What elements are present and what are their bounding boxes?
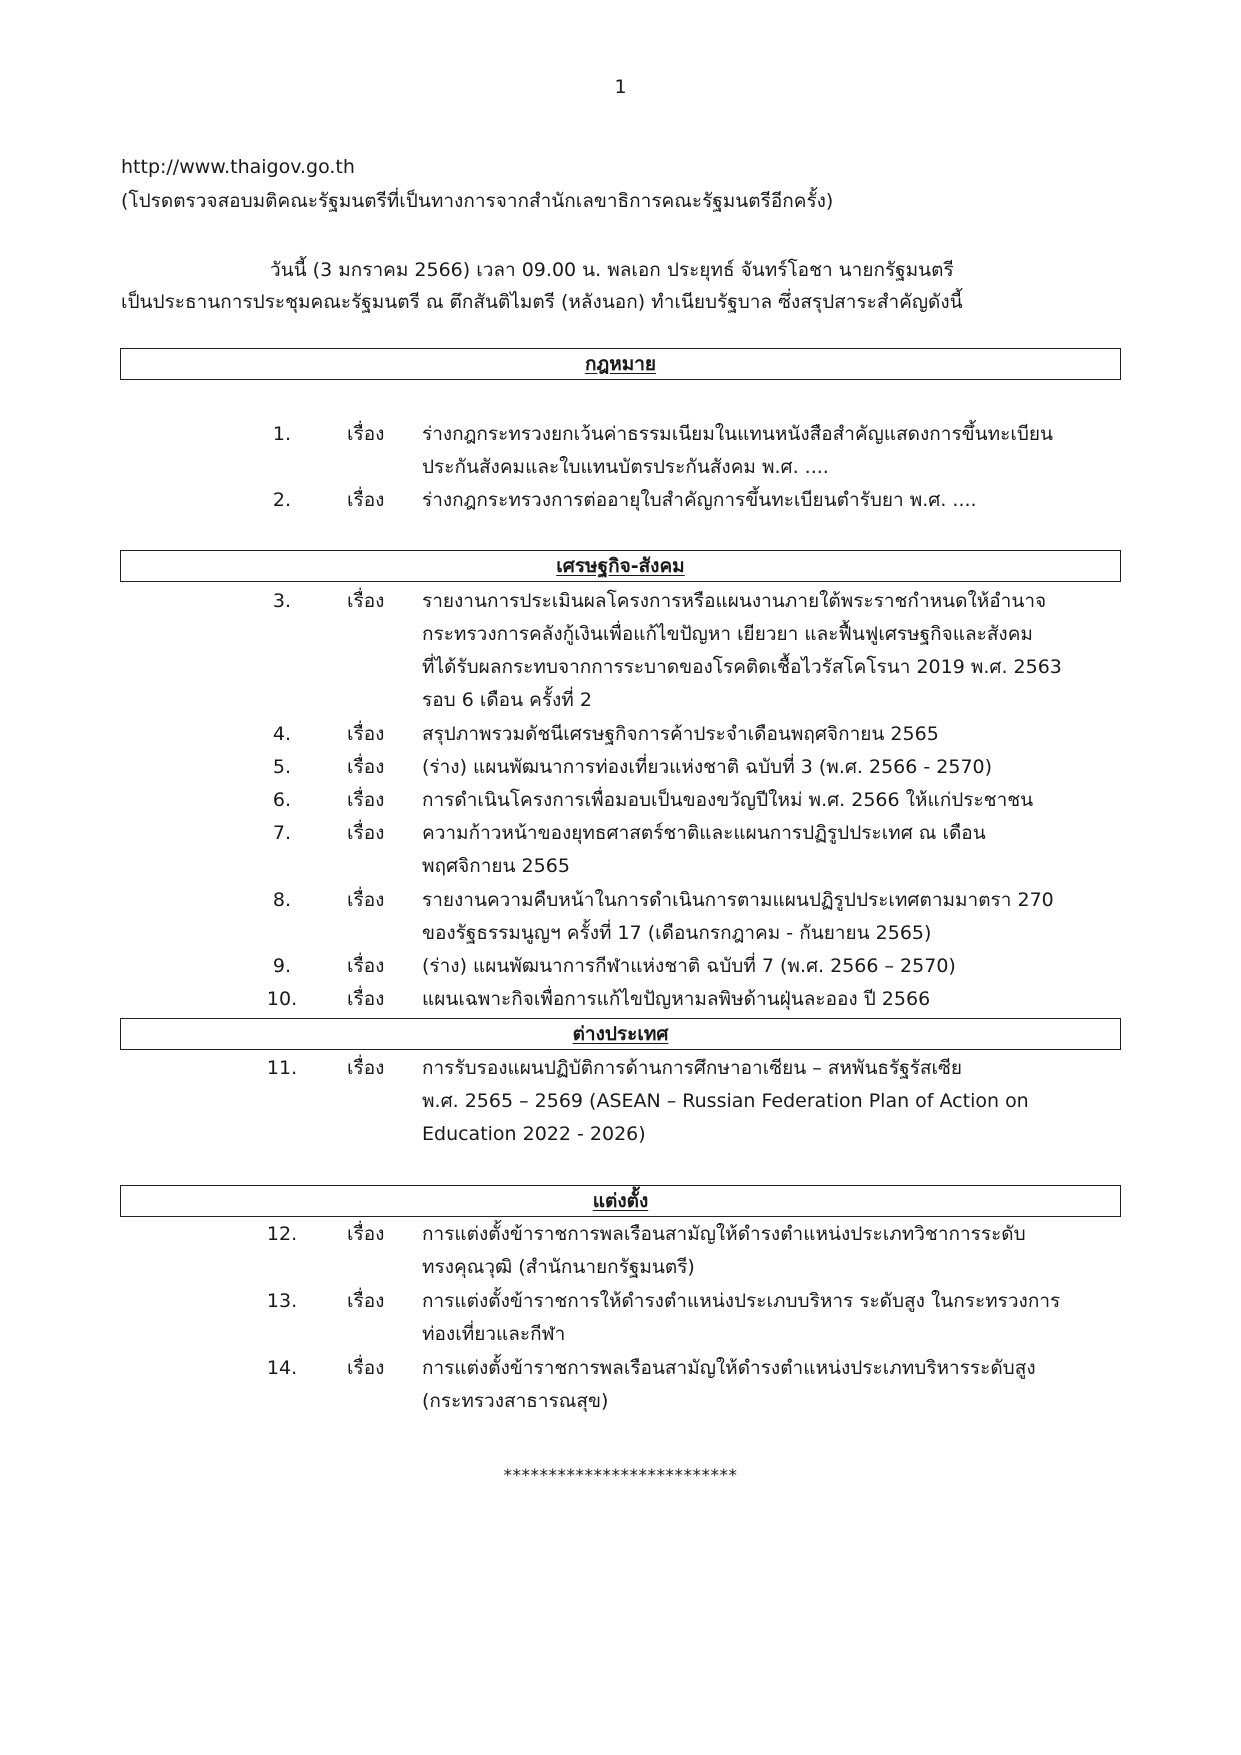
item-text: [422, 884, 1122, 950]
item-label: เรื่อง: [347, 822, 385, 844]
header-url[interactable]: http://www.thaigov.go.th: [121, 156, 355, 178]
item-label: เรื่อง: [347, 1057, 385, 1079]
item-label: เรื่อง: [347, 889, 385, 911]
item-text-line: กระทรวงการคลังกู้เงินเพื่อแก้ไขปัญหา เยียวยา และฟื้นฟูเศรษฐกิจและสังคม: [422, 623, 1033, 645]
item-number: 6.: [272, 789, 292, 811]
item-number: 4.: [272, 723, 292, 745]
item-text: [422, 950, 1122, 983]
item-text: [422, 751, 1122, 784]
item-number: 13.: [266, 1290, 298, 1312]
item-number: 9.: [272, 955, 292, 977]
item-label: เรื่อง: [347, 1290, 385, 1312]
item-text-line: Education 2022 - 2026): [422, 1123, 646, 1145]
item-text-line: รอบ 6 เดือน ครั้งที่ 2: [422, 689, 592, 711]
item-number: 1.: [272, 423, 292, 445]
item-number: 3.: [272, 590, 292, 612]
item-label: เรื่อง: [347, 955, 385, 977]
item-text-line: รายงานการประเมินผลโครงการหรือแผนงานภายใต้พระราชกำหนดให้อำนาจ: [422, 590, 1047, 612]
item-text-line: ที่ได้รับผลกระทบจากการระบาดของโรคติดเชื้อไวรัสโคโรนา 2019 พ.ศ. 2563: [422, 656, 1062, 678]
item-label: เรื่อง: [347, 789, 385, 811]
item-text-line: การแต่งตั้งข้าราชการให้ดำรงตำแหน่งประเภบบริหาร ระดับสูง ในกระทรวงการ: [422, 1290, 1061, 1312]
item-label: เรื่อง: [347, 489, 385, 511]
section-title: ต่างประเทศ: [572, 1023, 669, 1045]
item-text: [422, 585, 1122, 717]
item-text-line: ร่างกฎกระทรวงยกเว้นค่าธรรมเนียมในแทนหนังสือสำคัญแสดงการขึ้นทะเบียน: [422, 423, 1054, 445]
item-text: [422, 1052, 1122, 1151]
item-label: เรื่อง: [347, 756, 385, 778]
item-label: เรื่อง: [347, 988, 385, 1010]
item-text-line: ประกันสังคมและใบแทนบัตรประกันสังคม พ.ศ. ....: [422, 456, 829, 478]
item-text: [422, 1218, 1122, 1284]
item-text-line: แผนเฉพาะกิจเพื่อการแก้ไขปัญหามลพิษด้านฝุ่นละออง ปี 2566: [422, 988, 931, 1010]
intro-line-2: เป็นประธานการประชุมคณะรัฐมนตรี ณ ตึกสันติไมตรี (หลังนอก) ทำเนียบรัฐบาล ซึ่งสรุปสาระสำคัญดังนี้: [121, 291, 963, 313]
item-number: 10.: [266, 988, 298, 1010]
item-label: เรื่อง: [347, 1357, 385, 1379]
item-text-line: (ร่าง) แผนพัฒนาการท่องเที่ยวแห่งชาติ ฉบับที่ 3 (พ.ศ. 2566 - 2570): [422, 756, 993, 778]
item-text-line: สรุปภาพรวมดัชนีเศรษฐกิจการค้าประจำเดือนพฤศจิกายน 2565: [422, 723, 939, 745]
section-title: แต่งตั้ง: [592, 1190, 649, 1212]
item-text: [422, 418, 1122, 484]
item-text: [422, 817, 1122, 883]
item-text-line: ทรงคุณวุฒิ (สำนักนายกรัฐมนตรี): [422, 1256, 695, 1278]
item-text-line: พฤศจิกายน 2565: [422, 855, 570, 877]
item-label: เรื่อง: [347, 1223, 385, 1245]
item-text: [422, 1352, 1122, 1418]
section-heading-law: [120, 348, 1121, 380]
item-label: เรื่อง: [347, 423, 385, 445]
item-number: 2.: [272, 489, 292, 511]
section-title: เศรษฐกิจ-สังคม: [556, 555, 685, 577]
item-text-line: การรับรองแผนปฏิบัติการด้านการศึกษาอาเซียน – สหพันธรัฐรัสเซีย: [422, 1057, 963, 1079]
item-number: 12.: [266, 1223, 298, 1245]
item-text: [422, 1285, 1122, 1351]
item-number: 5.: [272, 756, 292, 778]
item-text-line: การแต่งตั้งข้าราชการพลเรือนสามัญให้ดำรงตำแหน่งประเภทบริหารระดับสูง: [422, 1357, 1036, 1379]
item-text-line: (กระทรวงสาธารณสุข): [422, 1390, 609, 1412]
item-text-line: การแต่งตั้งข้าราชการพลเรือนสามัญให้ดำรงตำแหน่งประเภทวิชาการระดับ: [422, 1223, 1026, 1245]
item-text-line: ของรัฐธรรมนูญฯ ครั้งที่ 17 (เดือนกรกฎาคม - กันยายน 2565): [422, 922, 932, 944]
item-text-line: (ร่าง) แผนพัฒนาการกีฬาแห่งชาติ ฉบับที่ 7 (พ.ศ. 2566 – 2570): [422, 955, 956, 977]
item-number: 11.: [266, 1057, 298, 1079]
section-title: กฎหมาย: [584, 353, 657, 375]
section-heading-appointments: [120, 1185, 1121, 1217]
item-number: 8.: [272, 889, 292, 911]
header-note: (โปรดตรวจสอบมติคณะรัฐมนตรีที่เป็นทางการจากสำนักเลขาธิการคณะรัฐมนตรีอีกครั้ง): [121, 190, 834, 212]
footer-separator: **************************: [503, 1466, 738, 1486]
item-text-line: การดำเนินโครงการเพื่อมอบเป็นของขวัญปีใหม่ พ.ศ. 2566 ให้แก่ประชาชน: [422, 789, 1034, 811]
item-text-line: รายงานความคืบหน้าในการดำเนินการตามแผนปฏิรูปประเทศตามมาตรา 270: [422, 889, 1054, 911]
section-heading-foreign-affairs: [120, 1018, 1121, 1050]
item-number: 7.: [272, 822, 292, 844]
page-number: 1: [614, 76, 627, 98]
item-label: เรื่อง: [347, 590, 385, 612]
item-text: [422, 718, 1122, 751]
section-heading-economy-society: [120, 550, 1121, 582]
item-text-line: พ.ศ. 2565 – 2569 (ASEAN – Russian Federation Plan of Action on: [422, 1090, 1029, 1112]
item-text: [422, 983, 1122, 1016]
intro-line-1: วันนี้ (3 มกราคม 2566) เวลา 09.00 น. พลเอก ประยุทธ์ จันทร์โอชา นายกรัฐมนตรี: [270, 259, 954, 281]
item-text-line: ความก้าวหน้าของยุทธศาสตร์ชาติและแผนการปฏิรูปประเทศ ณ เดือน: [422, 822, 986, 844]
item-text-line: ร่างกฎกระทรวงการต่ออายุใบสำคัญการขึ้นทะเบียนตำรับยา พ.ศ. ....: [422, 489, 977, 511]
item-number: 14.: [266, 1357, 298, 1379]
item-text: [422, 484, 1122, 517]
item-text: [422, 784, 1122, 817]
item-label: เรื่อง: [347, 723, 385, 745]
item-text-line: ท่องเที่ยวและกีฬา: [422, 1323, 566, 1345]
